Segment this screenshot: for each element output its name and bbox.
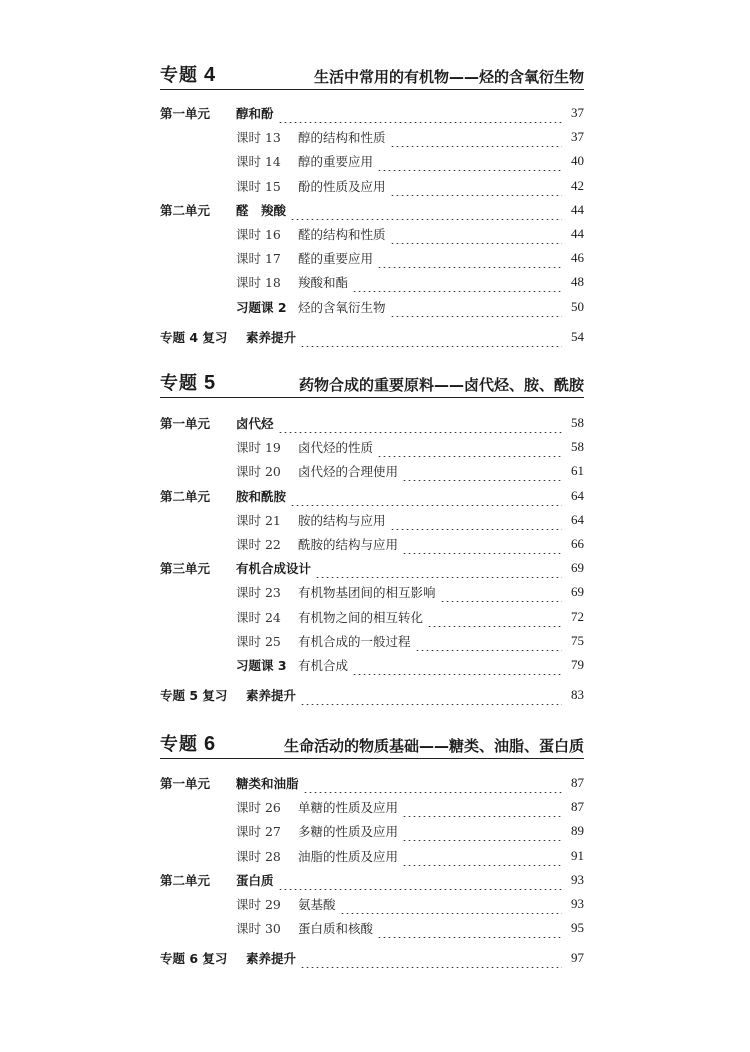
- review-title: 素养提升: [246, 951, 297, 967]
- unit-label: 第三单元: [160, 561, 211, 577]
- unit-label: 第一单元: [160, 106, 211, 121]
- dot-leader: [402, 821, 562, 841]
- toc-section: [160, 0, 584, 1052]
- lesson-label: 课时 15: [236, 178, 281, 194]
- lesson-label: 课时 25: [236, 633, 281, 649]
- page-number: 37: [571, 129, 584, 145]
- unit-label: 第二单元: [160, 872, 211, 888]
- lesson-title: 多糖的性质及应用: [298, 824, 399, 840]
- toc-unit-entry[interactable]: [160, 870, 584, 890]
- dot-leader: [300, 948, 562, 968]
- unit-title: 有机合成设计: [236, 561, 312, 577]
- section-label: 专题: [160, 65, 198, 86]
- dot-leader: [303, 773, 562, 793]
- dot-leader: [402, 797, 562, 817]
- page-number: 54: [571, 328, 584, 344]
- page-number: 64: [571, 487, 584, 503]
- toc-lesson-entry[interactable]: [236, 894, 584, 914]
- lesson-label: 课时 30: [236, 921, 281, 937]
- lesson-title: 羧酸和酯: [298, 275, 349, 291]
- section-title: 生命活动的物质基础——糖类、油脂、蛋白质: [283, 737, 584, 755]
- section-number: 4: [204, 64, 217, 86]
- page-number: 93: [571, 896, 584, 911]
- section-title: 药物合成的重要原料——卤代烃、胺、酰胺: [298, 376, 584, 394]
- page-number: 37: [571, 105, 584, 120]
- dot-leader: [340, 894, 562, 914]
- section-label: 专题: [160, 734, 198, 755]
- dot-leader: [402, 846, 562, 866]
- page-number: 58: [571, 439, 584, 455]
- lesson-label: 课时 22: [236, 537, 281, 552]
- lesson-label: 课时 20: [236, 464, 281, 480]
- review-title: 素养提升: [246, 329, 297, 345]
- page-number: 93: [571, 871, 584, 887]
- lesson-label: 课时 19: [236, 440, 281, 456]
- lesson-label: 课时 13: [236, 130, 281, 146]
- review-label: 专题 5 复习: [160, 688, 228, 704]
- page-number: 46: [571, 250, 584, 266]
- unit-title: 蛋白质: [236, 872, 274, 888]
- unit-label: 第一单元: [160, 416, 211, 431]
- page-number: 72: [571, 608, 584, 624]
- unit-title: 胺和酰胺: [236, 488, 287, 504]
- page-number: 64: [571, 511, 584, 527]
- lesson-title: 烃的含氧衍生物: [298, 299, 386, 315]
- lesson-title: 蛋白质和核酸: [298, 921, 374, 937]
- toc-review-entry[interactable]: [160, 948, 584, 968]
- unit-title: 糖类和油脂: [236, 776, 299, 791]
- page-number: 79: [571, 657, 584, 672]
- page-number: 95: [571, 920, 584, 936]
- page-number: 87: [571, 799, 584, 815]
- toc-lesson-entry[interactable]: [236, 918, 584, 938]
- page-number: 91: [571, 847, 584, 863]
- toc-lesson-entry[interactable]: [236, 846, 584, 866]
- page-number: 87: [571, 775, 584, 790]
- unit-label: 第二单元: [160, 202, 211, 218]
- unit-title: 醛 羧酸: [236, 202, 287, 218]
- lesson-title: 胺的结构与应用: [298, 512, 386, 528]
- page-number: 97: [571, 950, 584, 966]
- lesson-title: 有机合成: [298, 658, 349, 673]
- page-number: 66: [571, 536, 584, 551]
- page-number: 61: [571, 463, 584, 479]
- lesson-label: 课时 28: [236, 848, 281, 864]
- section-number: 6: [204, 733, 217, 755]
- lesson-title: 氨基酸: [298, 897, 336, 912]
- dot-leader: [278, 870, 562, 890]
- section-title: 生活中常用的有机物——烃的含氧衍生物: [313, 68, 584, 86]
- lesson-label: 课时 26: [236, 800, 281, 816]
- page-number: 50: [571, 298, 584, 314]
- lesson-title: 醛的结构和性质: [298, 227, 386, 242]
- page-number: 44: [571, 226, 584, 241]
- page-number: 44: [571, 201, 584, 217]
- page-number: 69: [571, 584, 584, 600]
- page-number: 40: [571, 153, 584, 169]
- lesson-label: 课时 24: [236, 609, 281, 625]
- unit-label: 第二单元: [160, 488, 211, 504]
- page-number: 69: [571, 560, 584, 576]
- lesson-label: 习题课 3: [236, 658, 287, 673]
- lesson-title: 醛的重要应用: [298, 251, 374, 267]
- toc-lesson-entry[interactable]: [236, 797, 584, 817]
- page-number: 58: [571, 415, 584, 430]
- review-label: 专题 6 复习: [160, 951, 228, 967]
- section-number: 5: [204, 372, 217, 394]
- unit-title: 卤代烃: [236, 416, 274, 431]
- lesson-label: 课时 21: [236, 512, 281, 528]
- lesson-label: 课时 17: [236, 251, 281, 267]
- lesson-label: 课时 16: [236, 227, 281, 242]
- lesson-title: 油脂的性质及应用: [298, 848, 399, 864]
- lesson-title: 醇的结构和性质: [298, 130, 386, 146]
- lesson-title: 单糖的性质及应用: [298, 800, 399, 816]
- lesson-title: 有机合成的一般过程: [298, 633, 411, 649]
- lesson-label: 习题课 2: [236, 299, 287, 315]
- review-label: 专题 4 复习: [160, 329, 228, 345]
- review-title: 素养提升: [246, 688, 297, 704]
- page-number: 42: [571, 177, 584, 193]
- lesson-label: 课时 18: [236, 275, 281, 291]
- toc-unit-entry[interactable]: [160, 773, 584, 793]
- lesson-label: 课时 23: [236, 585, 281, 601]
- lesson-title: 卤代烃的合理使用: [298, 464, 399, 480]
- section-title-bar: [160, 731, 584, 759]
- lesson-title: 有机物基团间的相互影响: [298, 585, 436, 601]
- unit-label: 第一单元: [160, 776, 211, 791]
- lesson-title: 卤代烃的性质: [298, 440, 374, 456]
- unit-title: 醇和酚: [236, 106, 274, 121]
- section-heading: [160, 730, 216, 756]
- lesson-title: 有机物之间的相互转化: [298, 609, 424, 625]
- lesson-label: 课时 14: [236, 154, 281, 170]
- toc-lesson-entry[interactable]: [236, 821, 584, 841]
- lesson-title: 酚的性质及应用: [298, 178, 386, 194]
- lesson-label: 课时 29: [236, 897, 281, 912]
- section-label: 专题: [160, 373, 198, 394]
- lesson-label: 课时 27: [236, 824, 281, 840]
- page-number: 83: [571, 687, 584, 703]
- page-number: 75: [571, 632, 584, 648]
- page-number: 48: [571, 274, 584, 290]
- page-number: 89: [571, 823, 584, 839]
- lesson-title: 醇的重要应用: [298, 154, 374, 170]
- lesson-title: 酰胺的结构与应用: [298, 537, 399, 552]
- dot-leader: [377, 918, 562, 938]
